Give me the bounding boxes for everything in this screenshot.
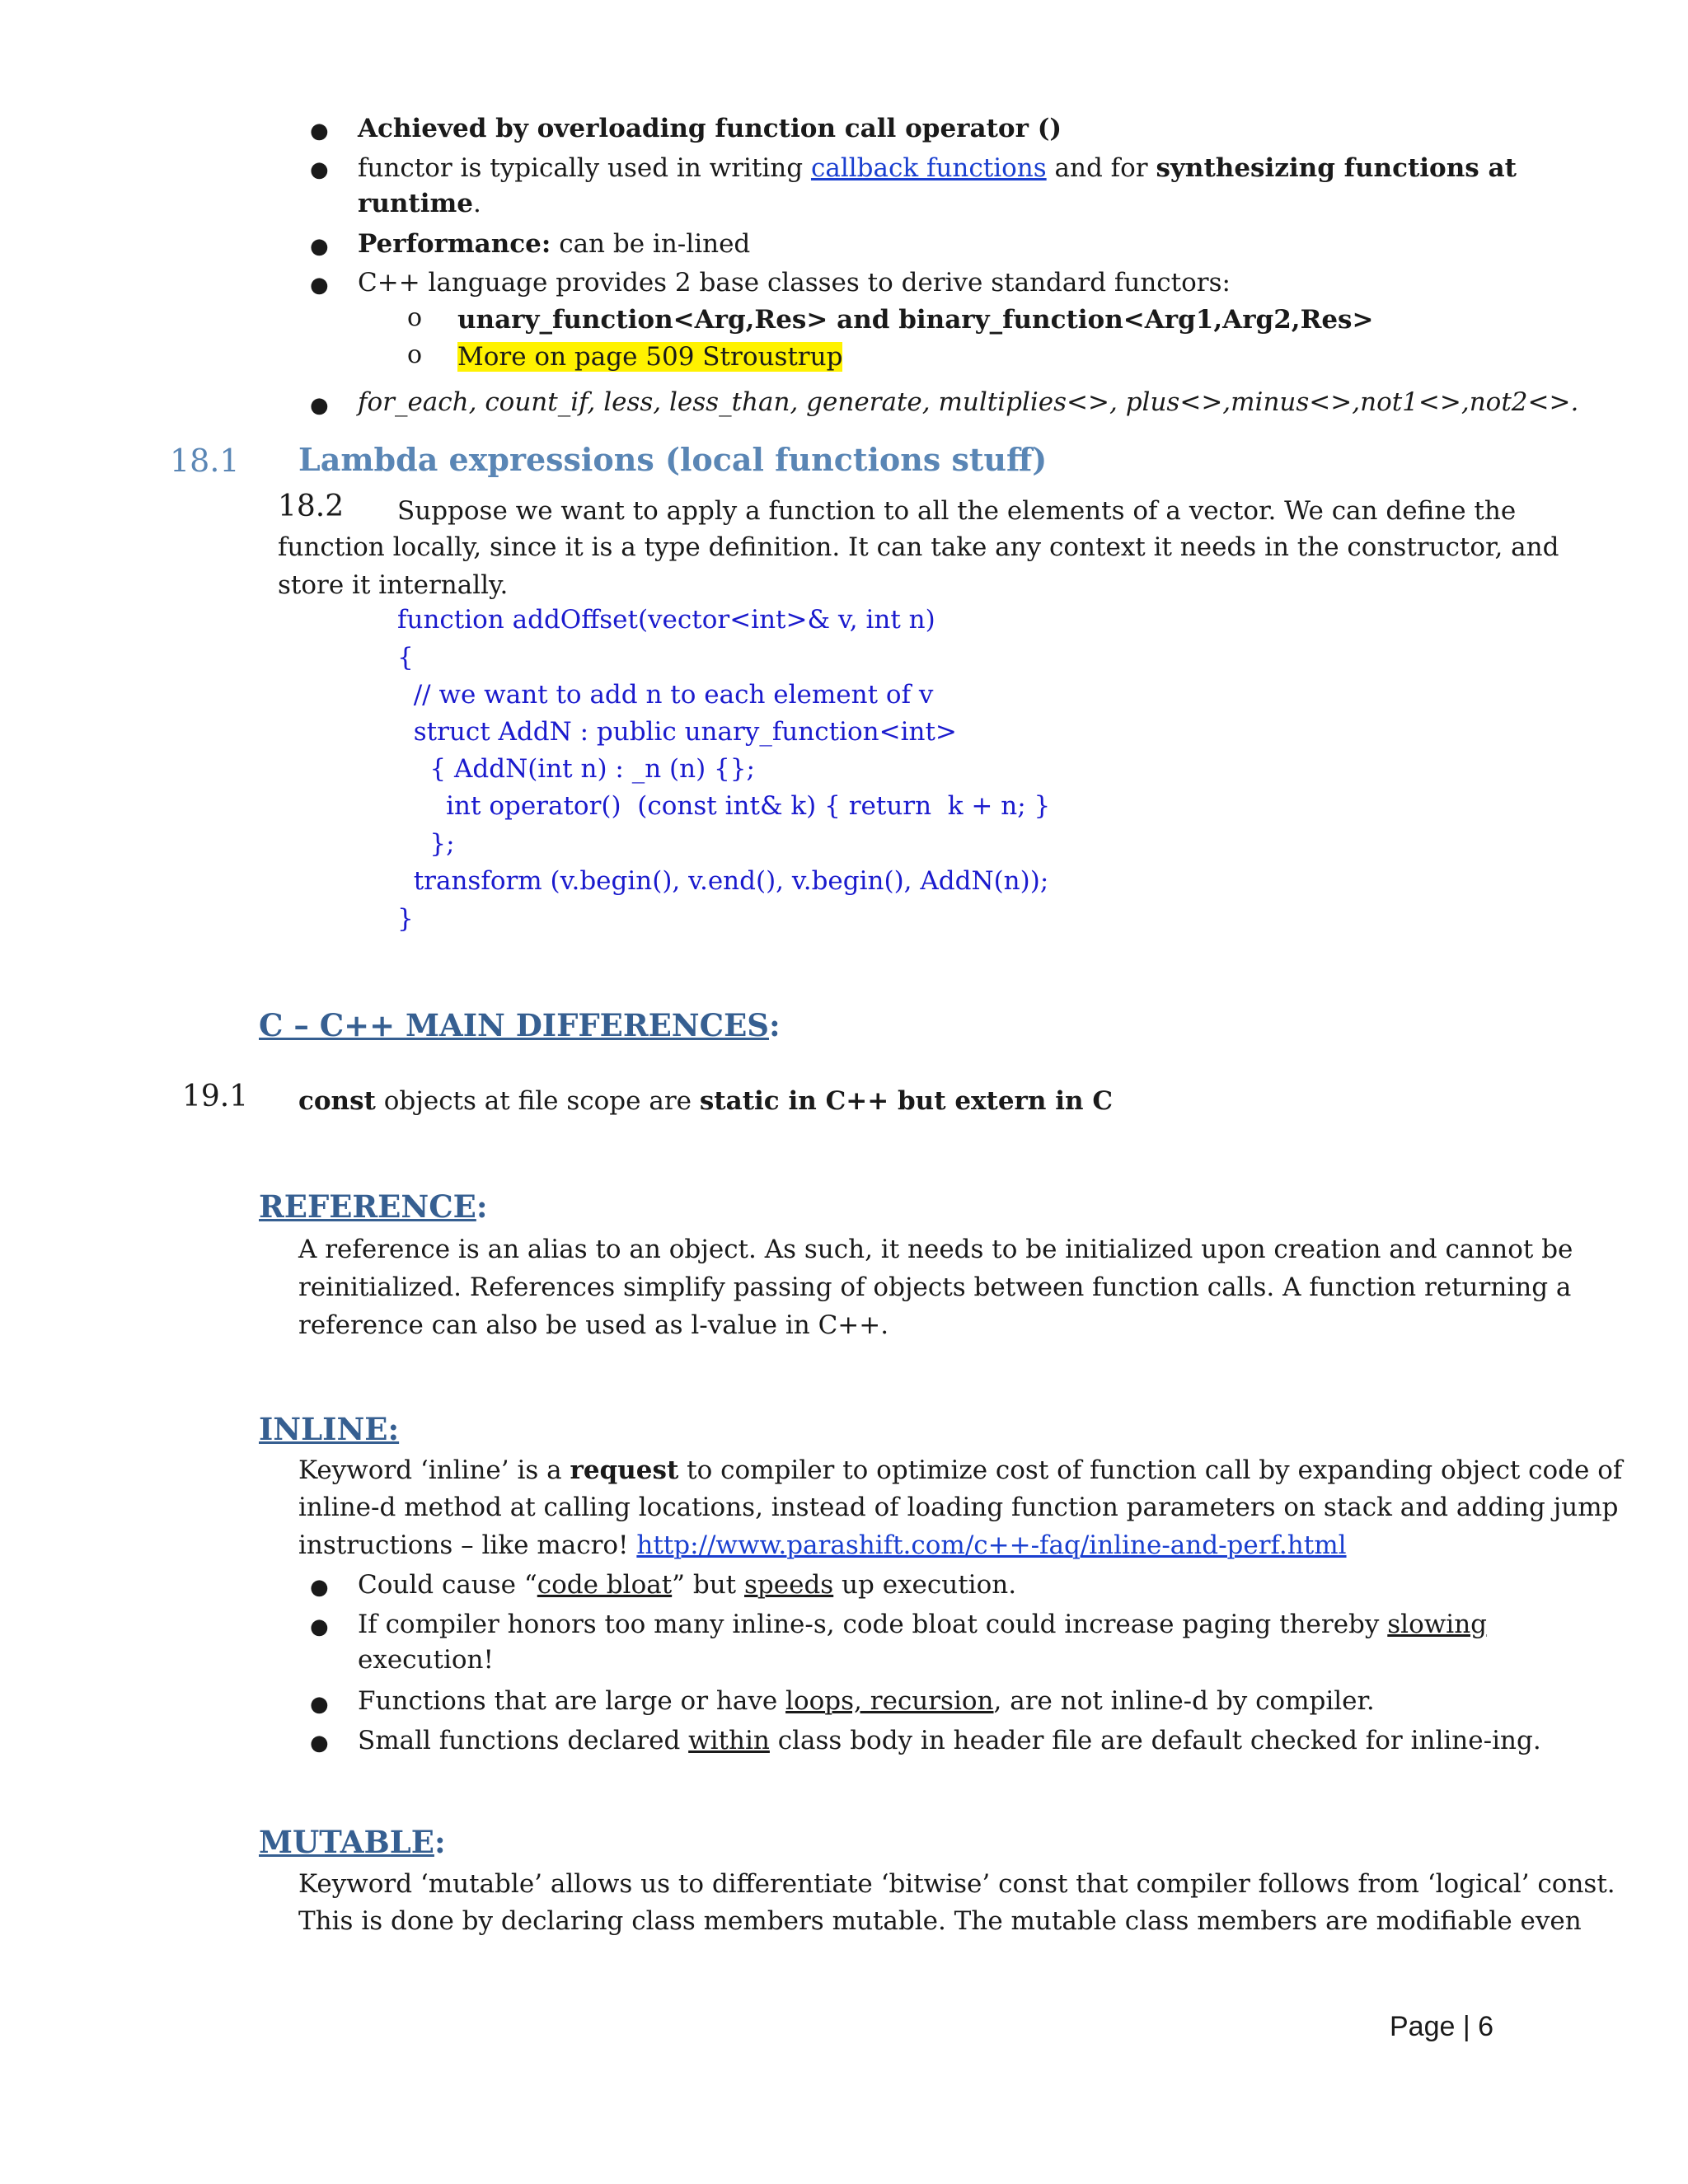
- paragraph-line: Suppose we want to apply a function to all the elements of a vector. We can define the: [397, 496, 1517, 526]
- bullet-dot: ●: [310, 1731, 329, 1755]
- bullet-text: functor is typically used in writing: [358, 153, 811, 183]
- bullet-dot: ●: [310, 1575, 329, 1600]
- section-number: 19.1: [182, 1080, 249, 1113]
- bullet-text: ” but: [672, 1570, 744, 1600]
- plain-text: Keyword ‘inline’ is a: [298, 1455, 570, 1485]
- list-item: [358, 1722, 1541, 1759]
- code-line: };: [397, 829, 455, 859]
- list-item-continuation: [358, 185, 481, 222]
- underlined-text: speeds: [744, 1570, 834, 1600]
- bullet-text: Functions that are large or have: [358, 1686, 786, 1716]
- code-line: { AddN(int n) : _n (n) {};: [397, 754, 755, 784]
- code-line: struct AddN : public unary_function<int>: [397, 717, 957, 747]
- bullet-text: Achieved by overloading function call operator (): [358, 114, 1062, 143]
- bullet-bold-text: synthesizing functions at: [1156, 153, 1517, 183]
- list-item-continuation: execution!: [358, 1645, 494, 1675]
- heading-colon: :: [476, 1188, 488, 1225]
- code-line: {: [397, 643, 414, 673]
- sub-bullet-text: unary_function<Arg,Res> and binary_function<Arg1,Arg2,Res>: [457, 305, 1374, 335]
- paragraph-line: Keyword ‘mutable’ allows us to differentiate ‘bitwise’ const that compiler follows from ‘logical’ const.: [298, 1869, 1615, 1899]
- bullet-text: class body in header file are default checked for inline-ing.: [769, 1726, 1541, 1755]
- plain-text: instructions – like macro!: [298, 1530, 637, 1560]
- bullet-text: If compiler honors too many inline-s, code bloat could increase paging thereby: [358, 1610, 1388, 1639]
- underlined-text: slowing: [1387, 1610, 1488, 1639]
- paragraph-line: A reference is an alias to an object. As such, it needs to be initialized upon creation and cannot be: [298, 1235, 1573, 1264]
- bullet-text: Small functions declared: [358, 1726, 689, 1755]
- paragraph-line: reference can also be used as l-value in C++.: [298, 1310, 889, 1340]
- code-line: transform (v.begin(), v.end(), v.begin(), AddN(n));: [397, 866, 1049, 896]
- bullet-bold-text: runtime: [358, 189, 474, 218]
- bullet-dot: ●: [310, 157, 329, 182]
- paragraph-line: [298, 1452, 1622, 1488]
- paragraph-line: function locally, since it is a type definition. It can take any context it needs in the constructor, and: [278, 532, 1559, 562]
- differences-heading: [259, 1007, 781, 1043]
- bullet-text: .: [473, 189, 481, 218]
- underlined-text: code bloat: [537, 1570, 673, 1600]
- bullet-bold-text: Performance:: [358, 229, 551, 259]
- parashift-link[interactable]: http://www.parashift.com/c++-faq/inline-and-perf.html: [636, 1530, 1347, 1560]
- bold-text: static in C++ but extern in C: [699, 1086, 1114, 1116]
- code-line: function addOffset(vector<int>& v, int n): [397, 605, 935, 635]
- underlined-text: loops, recursion: [785, 1686, 994, 1716]
- heading-colon: :: [434, 1824, 446, 1860]
- bullet-dot: ●: [310, 119, 329, 143]
- list-item: [358, 265, 1231, 301]
- list-item: [358, 1567, 1016, 1603]
- paragraph-line: inline-d method at calling locations, instead of loading function parameters on stack and adding jump: [298, 1493, 1619, 1522]
- paragraph-line: This is done by declaring class members mutable. The mutable class members are modifiable even: [298, 1906, 1582, 1936]
- paragraph-line: store it internally.: [278, 570, 509, 600]
- bold-text: const: [298, 1086, 376, 1116]
- bullet-text: up execution.: [833, 1570, 1017, 1600]
- sub-bullet-circle: o: [407, 303, 423, 332]
- sub-bullet-circle: o: [407, 340, 423, 369]
- bullet-text: and for: [1046, 153, 1156, 183]
- bullet-dot: ●: [310, 234, 329, 259]
- list-item: [358, 1683, 1375, 1719]
- section-title: Lambda expressions (local functions stuff): [298, 441, 1048, 478]
- list-item: [358, 384, 1578, 420]
- mutable-heading: [259, 1824, 446, 1860]
- paragraph-line: reinitialized. References simplify passing of objects between function calls. A function returning a: [298, 1272, 1572, 1302]
- sub-list-item: [457, 302, 1374, 338]
- bullet-dot: ●: [310, 1692, 329, 1717]
- list-item: [358, 110, 1062, 147]
- code-line: int operator() (const int& k) { return k + n; }: [397, 791, 1051, 821]
- code-line: // we want to add n to each element of v: [397, 680, 934, 710]
- bullet-text: for_each, count_if, less, less_than, generate, multiplies<>, plus<>,minus<>,not1<>,not2<>.: [358, 387, 1579, 417]
- code-line: }: [397, 904, 414, 934]
- highlighted-note: More on page 509 Stroustrup: [457, 342, 843, 372]
- list-item: [358, 150, 1517, 186]
- paragraph-line: [298, 1527, 1347, 1563]
- bullet-dot: ●: [310, 1615, 329, 1639]
- bullet-text: C++ language provides 2 base classes to derive standard functors:: [358, 268, 1231, 298]
- bullet-dot: ●: [310, 273, 329, 298]
- section-number: 18.1: [170, 443, 240, 479]
- page-number: Page | 6: [1390, 2011, 1494, 2042]
- sub-list-item: [457, 339, 842, 375]
- bullet-text: Could cause “: [358, 1570, 537, 1600]
- reference-heading: [259, 1188, 488, 1225]
- bullet-dot: ●: [310, 393, 329, 418]
- underlined-text: within: [688, 1726, 770, 1755]
- section-number: 18.2: [278, 490, 345, 523]
- bullet-text: , are not inline-d by compiler.: [993, 1686, 1375, 1716]
- inline-heading: [259, 1411, 399, 1447]
- list-item: [358, 226, 750, 262]
- bold-text: request: [570, 1455, 679, 1485]
- heading-text: REFERENCE: [259, 1188, 476, 1225]
- heading-text: C – C++ MAIN DIFFERENCES: [259, 1007, 769, 1043]
- paragraph-line: [298, 1083, 1113, 1119]
- plain-text: to compiler to optimize cost of function call by expanding object code of: [678, 1455, 1623, 1485]
- bullet-text: can be in-lined: [551, 229, 751, 259]
- list-item: [358, 1606, 1487, 1643]
- plain-text: objects at file scope are: [375, 1086, 700, 1116]
- heading-colon: :: [769, 1007, 781, 1043]
- heading-text: MUTABLE: [259, 1824, 434, 1860]
- callback-functions-link[interactable]: callback functions: [810, 153, 1047, 183]
- heading-text: INLINE:: [259, 1411, 400, 1447]
